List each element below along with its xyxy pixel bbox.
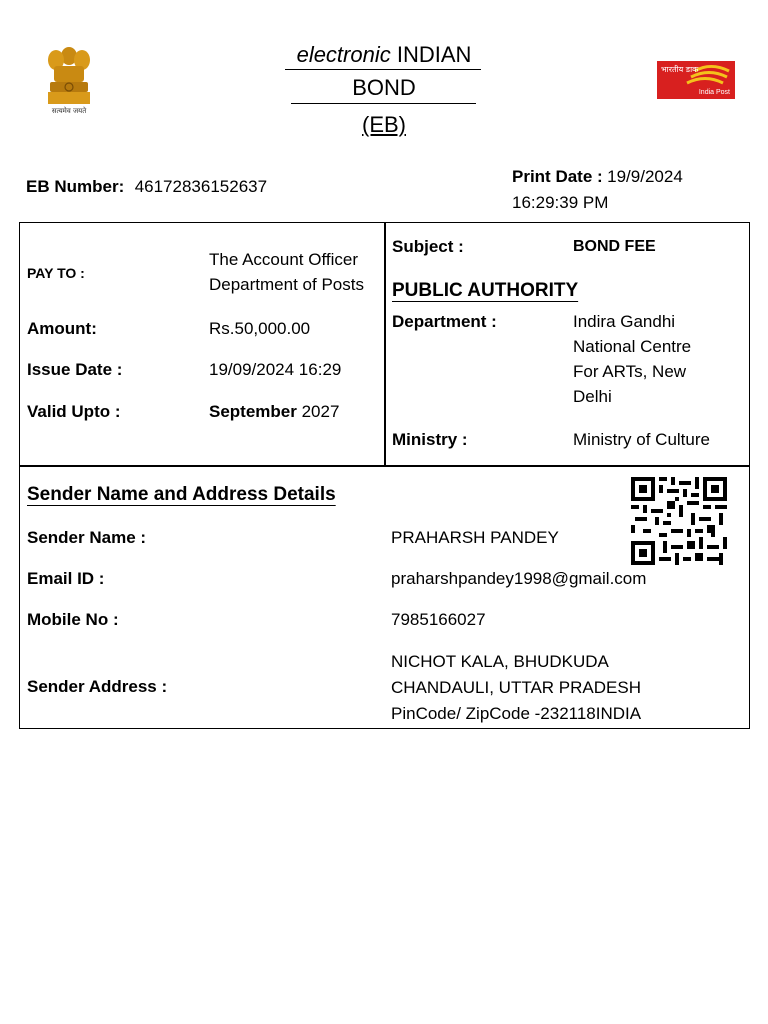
subject-value: BOND FEE [573,238,656,255]
valid-upto-value [209,402,339,422]
document-title [270,42,498,68]
title-italic: electronic [296,42,391,67]
print-time-value: 16:29:39 PM [512,193,609,212]
address-value [391,649,641,727]
section-divider [19,465,750,467]
sender-name-label: Sender Name : [27,528,147,547]
qr-code-icon [631,476,727,566]
title-rest: INDIAN [390,42,472,67]
amount-label: Amount: [27,319,97,338]
valid-upto-year: 2027 [296,402,340,421]
address-line: PinCode/ ZipCode -232118INDIA [391,704,642,723]
department-line: Delhi [573,387,612,406]
pay-to-line-1: The Account Officer [209,250,358,269]
pay-to-value [209,247,364,297]
email-value: praharshpandey1998@gmail.com [391,569,647,588]
address-line: NICHOT KALA, BHUDKUDA [391,652,609,671]
india-post-logo-icon [657,61,735,99]
issue-date-value: 19/09/2024 16:29 [209,360,342,379]
title-line-3 [270,112,498,138]
title-eb: (EB) [362,112,406,137]
title-underline-2 [291,103,476,104]
amount-value: Rs.50,000.00 [209,319,311,338]
title-line-2: BOND [352,75,416,100]
sender-name-value: PRAHARSH PANDEY [391,528,559,547]
title-underline-1 [285,69,481,70]
public-authority-heading: PUBLIC AUTHORITY [392,280,579,301]
print-date [512,164,683,216]
issue-date-label: Issue Date : [27,360,123,379]
eb-number [26,177,267,197]
eb-number-label: EB Number: [26,177,125,196]
mobile-value: 7985166027 [391,610,486,629]
department-line: For ARTs, New [573,362,687,381]
department-label: Department : [392,312,497,331]
mobile-label: Mobile No : [27,610,119,629]
department-value [573,309,691,409]
pay-to-label: PAY TO : [27,265,85,281]
eb-number-value: 46172836152637 [134,177,268,196]
address-line: CHANDAULI, UTTAR PRADESH [391,678,641,697]
column-divider [384,222,386,467]
valid-upto-label: Valid Upto : [27,402,121,421]
address-label: Sender Address : [27,677,168,696]
print-date-label: Print Date : [512,167,603,186]
post-logo-hindi: भारतीय डाक [661,65,699,74]
valid-upto-month: September [209,402,297,421]
post-logo-english: India Post [698,89,730,96]
ministry-value: Ministry of Culture [573,430,710,449]
ministry-label: Ministry : [392,430,468,449]
subject-label: Subject : [392,237,464,256]
sender-heading: Sender Name and Address Details [27,484,336,505]
department-line: Indira Gandhi [573,312,676,331]
print-date-value: 19/9/2024 [607,167,683,186]
emblem-caption: सत्यमेव जयते [51,107,87,115]
email-label: Email ID : [27,569,105,588]
pay-to-line-2: Department of Posts [209,275,364,294]
department-line: National Centre [573,337,692,356]
